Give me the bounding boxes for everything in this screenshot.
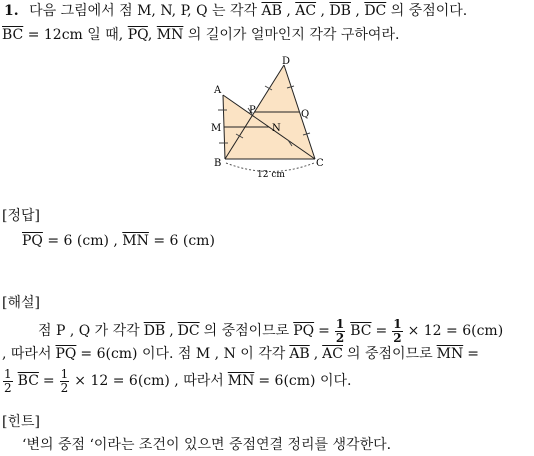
segment-pq: $\overline{PQ}$: [293, 323, 315, 340]
explanation-text: = 6(cm) 이다. 점 M , N 이 각각: [80, 346, 286, 362]
explanation-line-1: [38, 318, 503, 344]
segment-pq: $\overline{PQ}$: [55, 346, 77, 362]
segment-bc: $\overline{BC}$: [2, 27, 24, 43]
segment-dc: $\overline{DC}$: [364, 3, 387, 19]
segment-db: $\overline{DB}$: [143, 323, 166, 340]
explanation-text: 의 중점이므로: [203, 323, 290, 340]
explanation-text: 점 P , Q 가 각각: [38, 323, 140, 340]
label-q: Q: [301, 109, 310, 120]
segment-mn: $\overline{MN}$: [156, 27, 184, 43]
hint-header: [힌트]: [2, 414, 40, 430]
label-a: A: [214, 85, 222, 96]
answer-pq-segment: $\overline{PQ}$: [22, 233, 43, 249]
separator: ,: [147, 27, 153, 43]
label-d: D: [282, 56, 291, 67]
label-m: M: [211, 123, 222, 134]
explanation-header: [해설]: [2, 295, 40, 311]
segment-ab: $\overline{AB}$: [261, 3, 282, 19]
segment-bc: $\overline{BC}$: [17, 373, 39, 390]
label-b: B: [214, 158, 222, 169]
segment-ac: $\overline{AC}$: [295, 3, 317, 19]
equals-sign: =: [467, 346, 479, 362]
separator: ,: [286, 3, 291, 19]
segment-pq: $\overline{PQ}$: [127, 27, 148, 43]
separator: ,: [313, 346, 319, 362]
explanation-line-2: [2, 347, 479, 361]
bc-length-label: 12 cm: [257, 170, 285, 180]
hint-text: ‘변의 중점 ‘이라는 조건이 있으면 중점연결 정리를 생각한다.: [22, 437, 392, 453]
explanation-text: , 따라서: [2, 346, 52, 362]
label-c: C: [316, 158, 324, 169]
fraction-one-half: [3, 368, 13, 394]
explanation-line-3: [2, 368, 351, 394]
fraction-denominator: 2: [393, 330, 402, 345]
equals-sign: =: [375, 323, 388, 340]
segment-mn: $\overline{MN}$: [436, 346, 464, 362]
label-n: N: [272, 123, 281, 134]
fraction-denominator: 2: [60, 380, 69, 395]
explanation-text: = 6(cm) 이다.: [258, 373, 352, 390]
fraction-numerator: 1: [60, 367, 69, 381]
equals-sign: =: [318, 323, 330, 340]
fraction-numerator: 1: [393, 317, 402, 331]
explanation-text: × 12 = 6(cm) , 따라서: [74, 373, 224, 390]
equals-sign: =: [42, 373, 55, 390]
fraction-one-half: [392, 318, 402, 344]
problem-text-suffix: 의 중점이다.: [390, 3, 468, 19]
given-length: = 12cm 일 때,: [27, 27, 124, 43]
fraction-one-half: [335, 318, 345, 344]
answer-mn-segment: $\overline{MN}$: [122, 233, 149, 249]
fraction-numerator: 1: [335, 317, 345, 331]
segment-bc: $\overline{BC}$: [350, 323, 372, 340]
problem-text: 다음 그림에서 점 M, N, P, Q 는 각각: [29, 3, 258, 19]
answer-mn-value: = 6 (cm): [153, 233, 215, 249]
fraction-one-half: [60, 368, 70, 394]
fraction-denominator: 2: [4, 380, 12, 395]
separator: ,: [320, 3, 325, 19]
answer-header: [정답]: [2, 208, 40, 224]
explanation-text: 의 중점이므로: [347, 346, 433, 362]
segment-mn: $\overline{MN}$: [227, 373, 255, 390]
segment-dc: $\overline{DC}$: [177, 323, 200, 340]
explanation-calc: × 12 = 6(cm): [407, 323, 504, 340]
problem-number: 1.: [4, 3, 19, 19]
segment-ac: $\overline{AC}$: [322, 346, 343, 362]
answer-line: [22, 234, 215, 248]
segment-db: $\overline{DB}$: [329, 3, 351, 19]
label-p: P: [249, 105, 256, 116]
fraction-denominator: 2: [335, 330, 345, 345]
problem-question: 의 길이가 얼마인지 각각 구하여라.: [187, 27, 400, 43]
fraction-numerator: 1: [4, 367, 12, 381]
segment-ab: $\overline{AB}$: [289, 346, 310, 362]
answer-pq-value: = 6 (cm) ,: [47, 233, 118, 249]
separator: ,: [169, 323, 174, 340]
separator: ,: [355, 3, 360, 19]
